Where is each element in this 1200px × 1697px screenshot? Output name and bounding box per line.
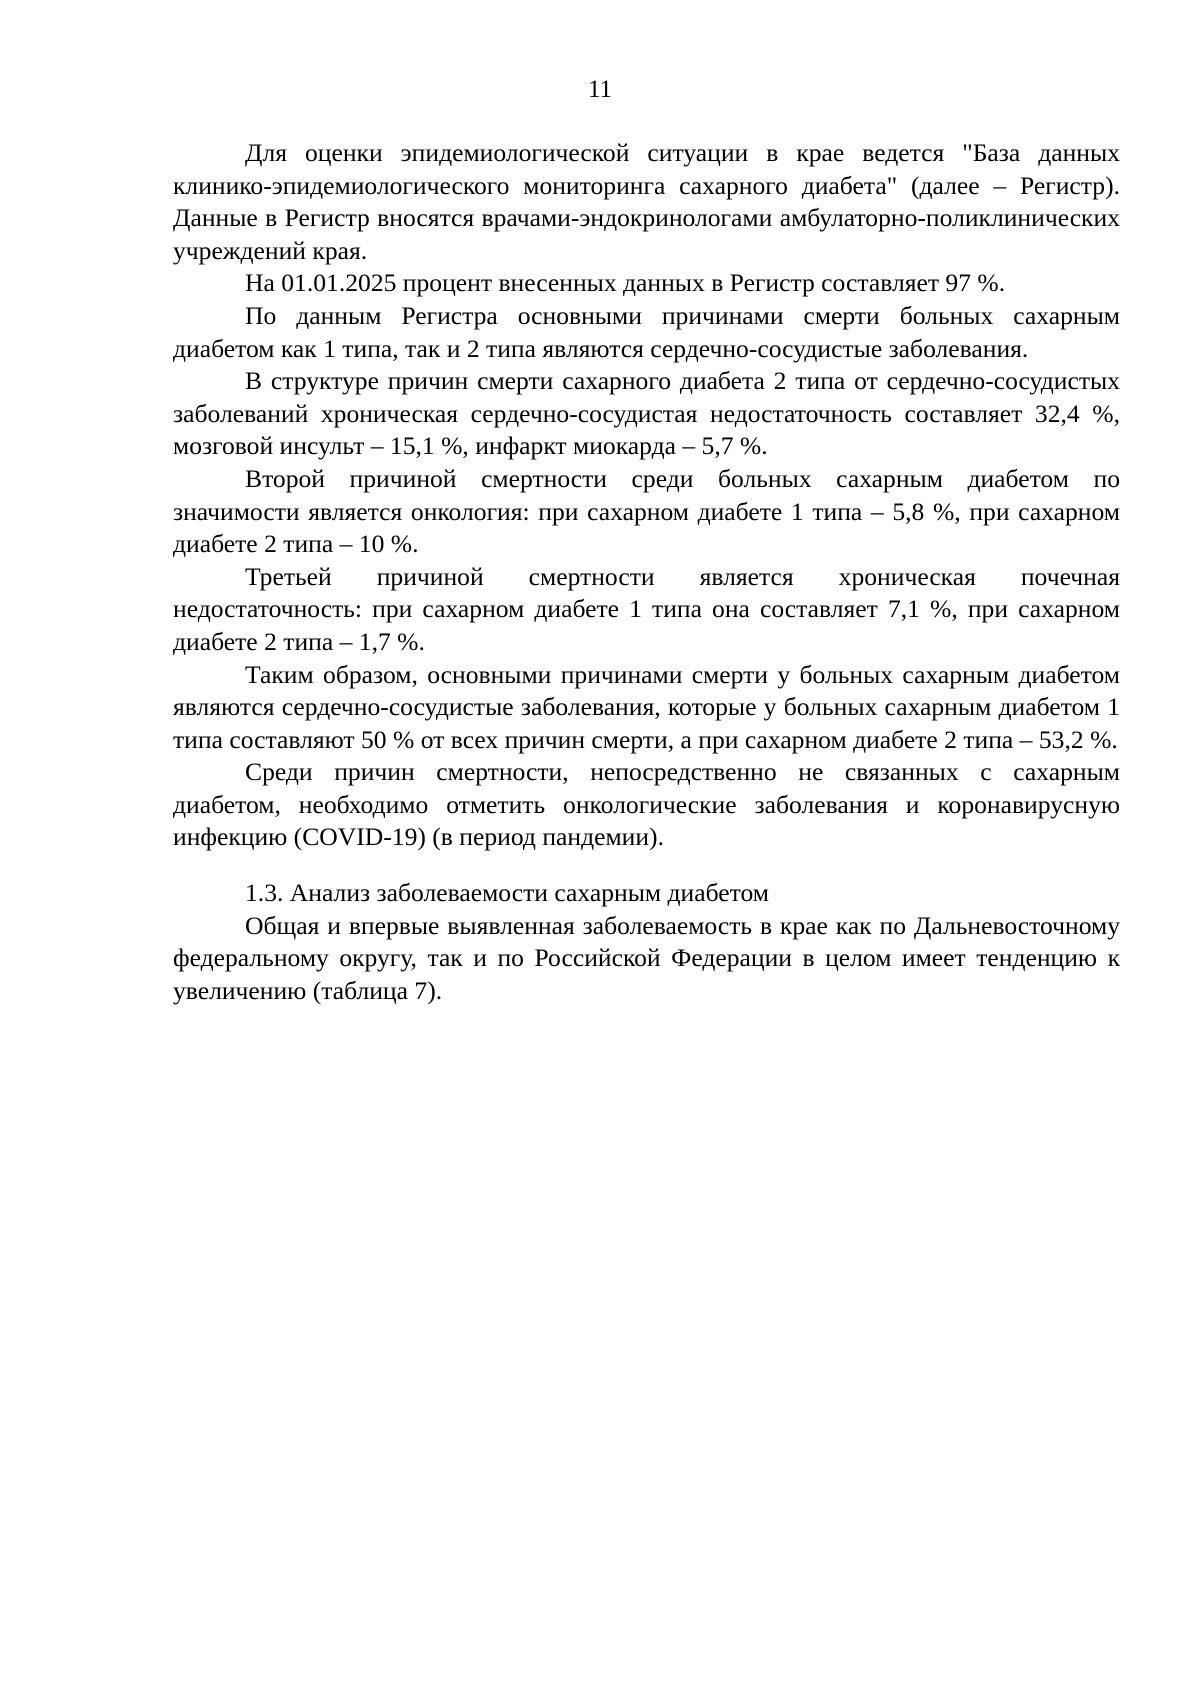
page-number: 11	[587, 76, 613, 103]
paragraph-unrelated-causes: Среди причин смертности, непосредственно не связанных с сахарным диабетом, необходимо отметить онкологические заболевания и коронавирусную инфекцию (COVID-19) (в период пандемии).	[173, 757, 1120, 852]
section-heading: 1.3. Анализ заболеваемости сахарным диабетом	[245, 878, 769, 908]
paragraph-cardiovascular-structure: В структуре причин смерти сахарного диабета 2 типа от сердечно-сосудистых заболеваний хроническая сердечно-сосудистая недостаточность составляет 32,4 %, мозговой инсульт – 15,1 %, инфаркт миокарда – 5,7 %.	[173, 366, 1120, 461]
paragraph-renal-failure: Третьей причиной смертности является хроническая почечная недостаточность: при сахарном диабете 1 типа она составляет 7,1 %, при сахарном диабете 2 типа – 1,7 %.	[173, 561, 1120, 656]
paragraph-incidence-trend: Общая и впервые выявленная заболеваемость в крае как по Дальневосточному федеральному округу, так и по Российской Федерации в целом имеет тенденцию к увеличению (таблица 7).	[173, 910, 1120, 1005]
paragraph-oncology: Второй причиной смертности среди больных сахарным диабетом по значимости является онкология: при сахарном диабете 1 типа – 5,8 %, при сахарном диабете 2 типа – 10 %.	[173, 463, 1120, 559]
paragraph-registry-intro: Для оценки эпидемиологической ситуации в крае ведется "База данных клинико-эпидемиологического мониторинга сахарного диабета" (далее – Регистр). Данные в Регистр вносятся врачами-эндокринологами амбулаторно-поликлинических учреждений края.	[173, 138, 1120, 265]
document-body	[173, 137, 1120, 1007]
paragraph-registry-completeness: На 01.01.2025 процент внесенных данных в Регистр составляет 97 %.	[245, 268, 1006, 298]
paragraph-main-causes: По данным Регистра основными причинами смерти больных сахарным диабетом как 1 типа, так и 2 типа являются сердечно-сосудистые заболевания.	[173, 300, 1120, 363]
paragraph-summary: Таким образом, основными причинами смерти у больных сахарным диабетом являются сердечно-сосудистые заболевания, которые у больных сахарным диабетом 1 типа составляют 50 % от всех причин смерти, а при сахарном диабете 2 типа – 53,2 %.	[173, 659, 1120, 754]
